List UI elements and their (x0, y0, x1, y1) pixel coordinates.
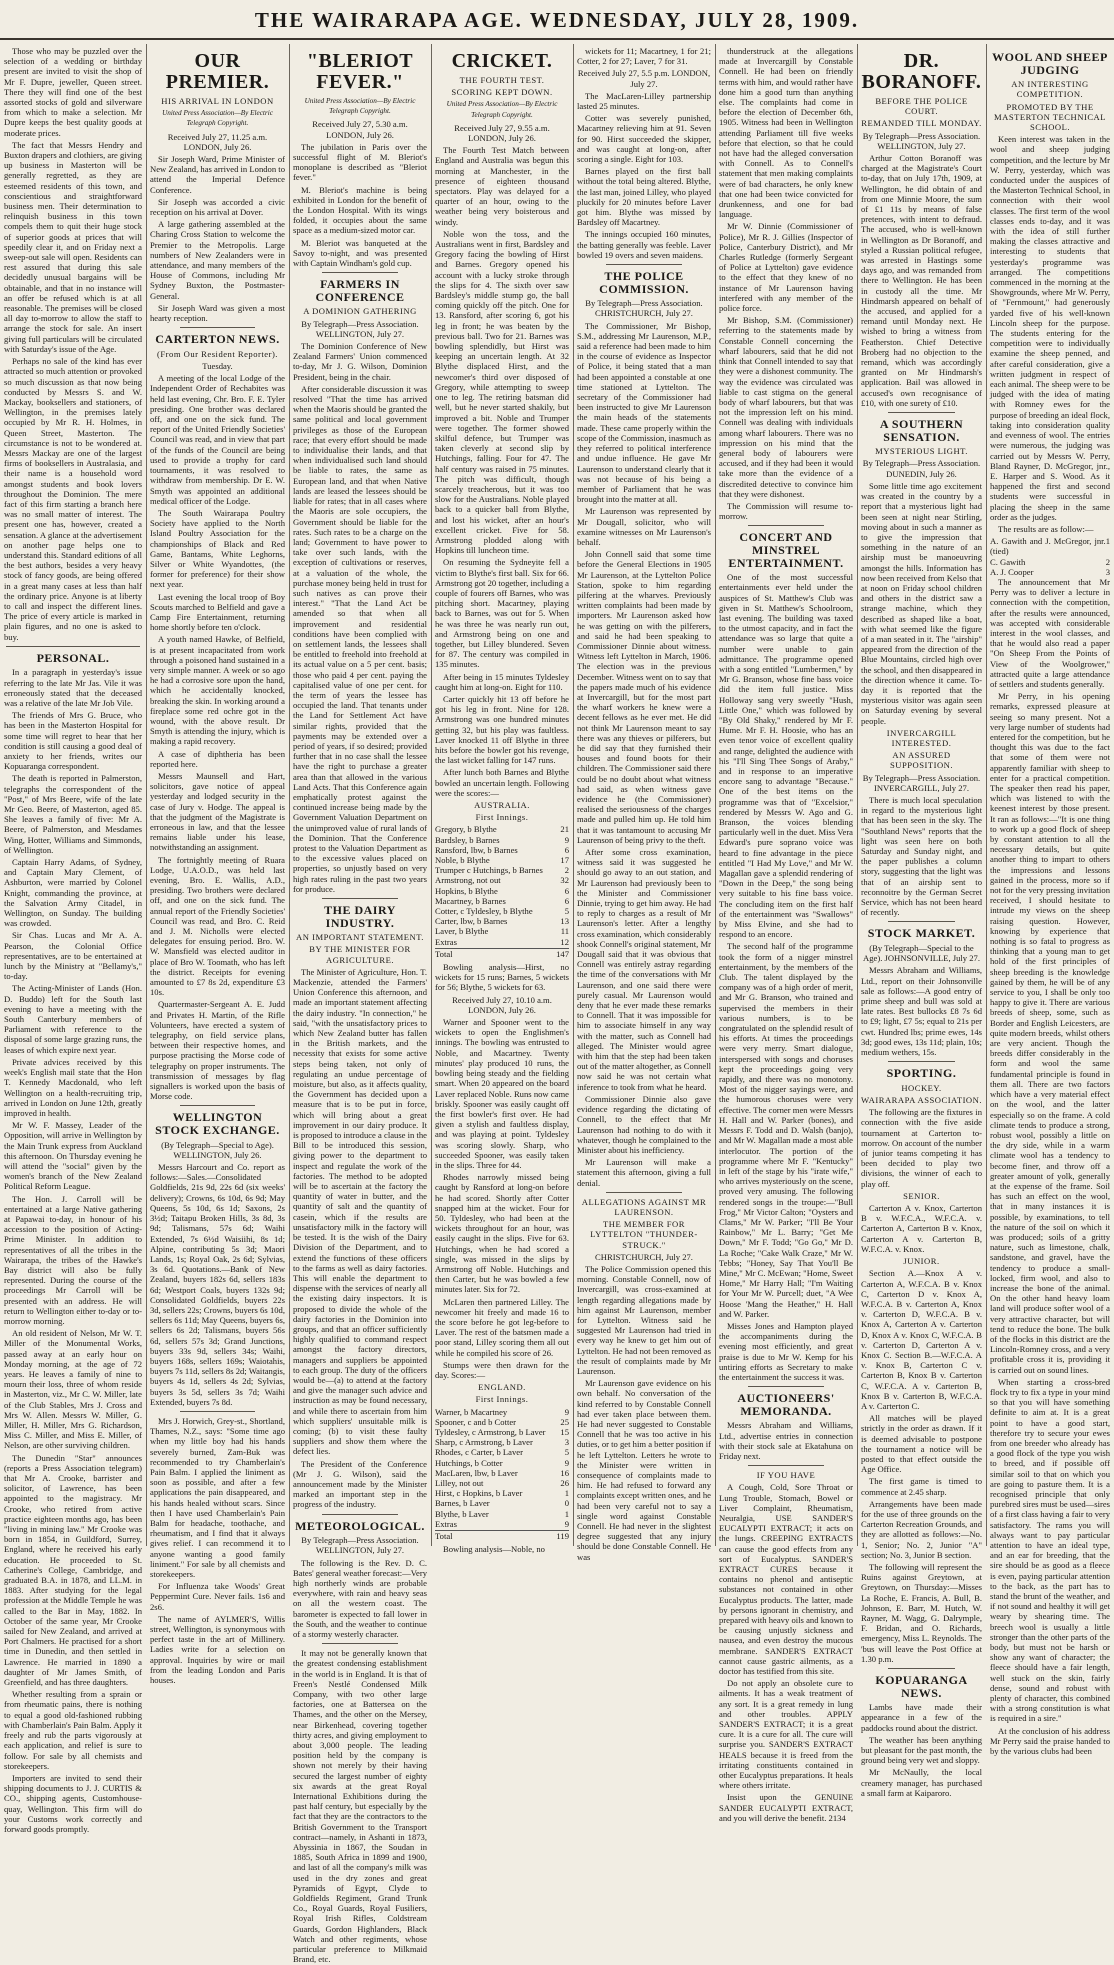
advert-paragraph: Insist upon the GENUINE SANDER EUCALYPTI EXTRACT, and you will derive the benefit. 2134 (719, 1792, 853, 1823)
news-paragraph: M. Bleriot's machine is being exhibited in London for the benefit of the London Hospital. With its wings folded, it occupies about the same space as a medium-sized motor car. (293, 184, 427, 236)
score-value: 1 (1105, 536, 1110, 547)
article-headline: CRICKET. (451, 50, 553, 72)
dateline: (By Telegraph—Special to Age). WELLINGTON, July 26. (161, 1139, 274, 1160)
dateline: (By Telegraph—Special to the Age). JOHNSONVILLE, July 27. (863, 943, 980, 964)
news-paragraph: The death is reported in Palmerston, telegraphs the correspondent of the "Post," of Mrs Beere, wife of the late Mr Geo. Beere, of Masterton, aged 85. She leaves a family of five: Mr A. Beere, of Palmerston, and Mesdames Wing, Hotter, Williams and Simmonds, of Wellington. (4, 773, 142, 855)
divider (888, 1668, 956, 1669)
score-row (435, 1427, 569, 1437)
news-paragraph: Rhodes narrowly missed being caught by Ransford at long-on before he had scored. Shortly after Cotter snapped him at the wicket. Four for 50. Tyldesley, who had been at the wickets throughout for an hour, was easily caught in the slips. Five for 63. Hutchings, when he had scored a single, was missed in the slips by Armstrong off Noble. Hutchings and then Carter, but he was bowled a few minutes later. Six for 72. (435, 1172, 569, 1295)
news-paragraph: Stumps were then drawn for the day. Scores:— (435, 1359, 569, 1380)
news-paragraph: A meeting of the local Lodge of the Independent Order of Rechabites was held last evening, Chr. Bro. F. E. Tyler presiding. One brother was declared off, and one on the sick fund. The report of the United Friendly Societies' Council was read, and in view that part of the funds of the Council are being used to provide a trophy for card tournaments, it was resolved to withdraw from membership. Dr E. W. Smyth was appointed an additional medical officer of the Lodge. (150, 373, 285, 506)
news-paragraph: Sir Chas. Lucas and Mr A. A. Pearson, the Colonial Office representatives, are to be entertained at lunch by the Ministry at "Bellamy's," to-day. (4, 930, 142, 982)
score-total-row (435, 1530, 569, 1541)
score-row (435, 1509, 569, 1519)
news-paragraph: All matches will be played strictly in the order as drawn. If it is deemed advisable to postpone the tournament a notice will be posted to that effect outside the Age Office. (861, 1413, 982, 1475)
news-paragraph: Misses Jones and Hampton played the accompaniments during the evening most efficiently, and great praise is due to Mr W. Kemp for his untiring efforts as Secretary to make the entertainment the success it was. (719, 1320, 853, 1382)
news-paragraph: The fact that Messrs Hendry and Buxton drapers and clothiers, are giving up business in Masterton will be generally regretted, as they are esteemed residents of this town, and conscientious and straightforward business men. Their determination to relinquish business in this town compels them to quit their huge stock of superior goods at prices that will speedily clear it, and on Friday next a sweep-out sale will open. Residents can rest assured that during this sale decidedly unusual bargains will be obtainable, and that in no instance will an offer be refused which is at all reasonable. The premises will be closed all day to-morrow to allow the staff to arrange the stock for sale. An insert giving full particulars will be circulated with Saturday's issue of the Age. (4, 139, 142, 354)
news-paragraph: The President of the Conference (Mr J. G. Wilson), said the announcement made by the Minister marked an important step in the progress of the industry. (293, 1458, 427, 1510)
article-headline: AUCTIONEERS' MEMORANDA. (737, 1391, 835, 1418)
score-value: 2 (564, 865, 569, 876)
score-entry: MacLaren, lbw, b Laver (435, 1467, 518, 1478)
news-paragraph: Mr Laurenson will make a statement this afternoon, giving a full denial. (577, 1157, 711, 1188)
score-row (990, 567, 1110, 577)
news-paragraph: When starting a cross-bred flock try to fix a type in your mind so that you will have something definite to aim at. It is a great point to have a good start, therefore try to secure your ewes from one breeder who already has a good flock of the type you wish to breed, and if possible off similar soil to that on which you are going to pasture them. It is a recognised principle that only purebred sires must be used—sires of a first class having a fair to very satisfactory. The rams you will always want to pay particular attention to have an ideal type, and an ear for breeding, that the sire should be as good as a fleece is even, paying particular attention to the back, as the part has to stand the brunt of the weather, and if not sound and healthy it will get weary by shearing time. The breech wool is usually a little stronger than the other parts of the body, but must not be harsh or show any want of character; the fleece should have a fair length, well stuck on the skin, fairly dense, sound and robust with plenty of character, this combined with a strong constitution is what is required in a sire." (990, 1376, 1110, 1724)
news-paragraph: Private advices received by this week's English mail state that the Hon T. Kennedy Macdonald, who left Wellington on a health-recruiting trip, arrived in London on June 12th, greatly improved in health. (4, 1056, 142, 1118)
divider (180, 327, 256, 328)
news-paragraph: Messrs Harcourt and Co. report as follows:—Sales.—Consolidated Goldfields, 21s 9d, 22s 6d (six weeks' delivery); Crowns, 6s 10d, 6s 9d; May Queens, 5s 10d, 6s 1d; Saxons, 2s 3½d; Taitapu Broken Hills, 3s 8d, 3s 9d; Talismans, 57s 6d; Waihi Extended, 7s 6½d Waisiihi, 8s 1d; Alpine, contributing 5s 3d; Maori Lands, 1s; Royal Oak, 2s 6d; Sylvias, 3s 6d. Quotations.—Bank of New Zealand, buyers 182s 6d, sellers 183s 6d; Westport Coals, buyers 132s 9d; Consolidated Goldfields, buyers 22s 3d, sellers 22s; Crowns, buyers 6s 10d, sellers 6s 11d; May Queens, buyers 6s, sellers 6s 2d; Talismans, buyers 56s 6d, sellers 57s 3d; Grand Junctions, buyers 33s 9d, sellers 34s; Waihi, buyers 168s, sellers 169s; Waiotahis, buyers 7s 11d, sellers 8s 2d; Waitangis, buyers 4s 1d, sellers 4s 2d; Sylvias, buyers 3s 5d, sellers 3s 7d; Waihi Extended, buyers 7s 8d. (150, 1162, 285, 1407)
news-paragraph: wickets for 11; Macartney, 1 for 21; Cotter, 2 for 27; Laver, 7 for 31. (577, 46, 711, 67)
news-paragraph: The weather has been anything but pleasant for the past month, the ground being very wet and sloppy. (861, 1734, 983, 1766)
score-entry: Hirst, c Hopkins, b Laver (435, 1488, 523, 1499)
column-rule (857, 44, 858, 1546)
article-subheadline: AN ASSURED SUPPOSITION. (889, 750, 954, 771)
news-paragraph: John Connell said that some time before the General Elections in 1905 Mr Laurenson, at the Lyttelton Police Station, spoke to him regarding pilfering at the wharves. Previously written complaints had been made by importers. Mr Laurenson asked how he was getting on with the pilferers, and said he had been speaking to Commissioner Dinnie about witness. Witness left Lyttelton in March, 1906. The election was in the previous December. Witness went on to say that the papers made much of his evidence at Invercargill, but for the most part the wharf workers he knew were a decent fellows as he ever met. He did not think Mr Laurenson meant to say there was any thieves or pilferers, but he did say that they furnished their houses and found boots for their children. The Commissioner said there could be no doubt about what witness had said, as when witness gave evidence he (the Commissioner) realised the seriousness of the charges made and pulled him up. He told him that it was tantamount to accusing Mr Laurenson of being privy to the theft. (577, 549, 711, 845)
fixture-division: JUNIOR. (903, 1256, 940, 1267)
divider (888, 412, 956, 413)
score-entry: Sharp, c Armstrong, b Laver (435, 1437, 533, 1448)
divider (748, 525, 823, 526)
score-value: 1 (564, 1508, 569, 1519)
news-paragraph: The Fourth Test Match between England and Australia was begun this morning at Manchester, in the presence of eighteen thousand spectators. Play was delayed for a quarter of an hour, owing to the weather being very boisterous and windy. (435, 145, 569, 227)
news-paragraph: After considerable discussion it was resolved "That the time has arrived when the Maoris should be granted the same political and local government privileges as those of the European race; that every effort should be made to individualise their lands, and that when individualised such land should be liable to rates, the same as European land, and that when Native lands are leased the lessees should be liable for rates; that in all cases where the Maoris are sole occupiers, the Government should be liable for the rates. Such rates to be a charge on the land; Government to have power to take over such lands, with the exception of cultivations or reserves, at a valuation of the whole, the purchase money being held in trust for such natives as can prove their interest." "That the Land Act be amended so that when all improvement and residential conditions have been complied with on settlement lands, the lessees shall be entitled to freehold into freehold at its actual value on a 5 per cent. basis; those who paid 4 per cent. paying the capitalised value of one per cent. for the term of years the lessee has occupied the land. That tenants under the Land for Settlement Act have similar rights, provided that the payments may be extended over a period of years, if so desired; provided further that in no case shall the lessee have the right to purchase a greater area than that allowed in the various Land Acts. That this Conference again emphatically protest against the continued increase being made by the Government Valuation Department on the unimproved value of rural lands of the Dominion. That the Conference protest to the Valuation Department as to the excessive values placed on properties, so unjustly based on very high rates ruling in the past two years for produce. (293, 383, 427, 894)
score-total-label: Total (435, 1531, 453, 1542)
fixture-division: SENIOR. (903, 1190, 940, 1201)
score-entry: Bardsley, b Barnes (435, 834, 500, 845)
score-row (435, 835, 569, 845)
score-total-row (435, 948, 569, 959)
news-paragraph: The jubilation in Paris over the successful flight of M. Bleriot's monoplane is described as "Bleriot fever." (293, 141, 427, 183)
masthead-title: THE WAIRARAPA AGE. WEDNESDAY, JULY 28, 1909. (254, 8, 860, 32)
dateline: Received July 27, 5.30 a.m. LONDON, July 26. (312, 119, 408, 140)
news-paragraph: The following is the Rev. D. C. Bates' general weather forecast:—Very high northerly winds are probable everywhere, with rain and heavy seas on all the western coast. The barometer is expected to fall lower in the South, and the weather to continue of a stormy westerly character. (293, 1557, 427, 1639)
score-row (435, 875, 569, 885)
score-value: 5 (564, 906, 569, 917)
article-headline: THE POLICE COMMISSION. (599, 269, 689, 296)
news-paragraph: At the conclusion of his address Mr Perry said the praise handed to by the various clubs had been (990, 1725, 1110, 1757)
column-2 (150, 46, 285, 1686)
score-value: 26 (560, 1478, 569, 1489)
score-value: 9 (564, 1518, 569, 1529)
news-paragraph: The following will represent the Ruins against Greytown, at Greytown, on Thursday:—Misses La Roche, E. Francis, A. Bull, B. Johnson, E. Barr, M. Hutch, W. Rayner, M. Wagg, G. Dalrymple, F. Bridan, and O. Richards, emergency, Miss L. Reynolds. The 'bus will leave the Post Office at 1.30 p.m. (861, 1561, 982, 1664)
score-value: 1 (564, 1488, 569, 1499)
news-paragraph: Keen interest was taken in the wool and sheep judging competition, and the lecture by Mr W. Perry, yesterday, which was conducted under the auspices of the Masterton Technical School, in connection with their wool classes. The first term of the wool classes ends to-day, and it was with the idea of still further making the classes attractive and interesting to students that yesterday's programme was arranged. The competitions commenced in the morning at the Showgrounds, where Mr W. Perry, of "Fernmount," had generously yarded five of his well-known Lincoln sheep for the purpose. The students entering for the competition were to individually examine the sheep penned, and after careful consideration, give a written judgment in respect of each animal. The sheep were to be judged with the idea of mating with Romney ewes for the purpose of breeding an ideal flock, taking into consideration quality and evenness of wool. The entries were numerous, the judging was carried out by Messrs W. Perry, Bland Rayner, D. McGregor, jnr., E. Harper and S. Wood. As it happened the first and second students were successful in placing the sheep in the same order as the judges. (990, 134, 1110, 522)
news-paragraph: Arrangements have been made for the use of three grounds on the Carterton Recreation Grounds, and they are allotted as follows:—No. 1, Senior; No. 2, Junior "A" section; No. 3, Junior B section. (861, 1498, 982, 1560)
divider (322, 272, 397, 273)
news-paragraph: There is much local speculation in regard to the mysterious light that has been seen in the sky. The "Southland News" reports that the light was seen here on both Saturday and Sunday night, and the paper publishes a column story, suggesting that the light was that of an airship sent to reconnoitre by the German Secret Service, which has not been heard of recently. (861, 794, 982, 918)
news-paragraph: Carterton A v. Knox, Carterton B v. W.F.C.A., W.F.C.A. v. Carterton A, Carterton B v. Knox, Carterton A v. Carterton B, W.F.C.A. v. Knox. (861, 1203, 982, 1254)
score-value: 6 (564, 895, 569, 906)
score-value: 9 (564, 1406, 569, 1417)
news-paragraph: After some cross examination, witness said it was suggested he should go away to an out station, and Mr Laurenson had previously been to the Minister and Commissioner Dinnie, trying to get him away. He had to reply to charges as a result of Mr Laurenson's letter. After a lengthy cross examination, which considerably shook Connell's original statement, Mr Dougall said that it was obvious that Connell was entirely astray regarding the time of the conversations with Mr Laurenson, and one said there were purely casual. Mr Laurenson would deny that he ever made these remarks to Connell. That it was impossible for him to associate himself in any way with the matter, such as Connell had alleged. The Minister would agree with him that the step had been taken out of the matter altogether, as Connell now said he was not certain what inference to took from what he heard. (577, 847, 712, 1092)
news-paragraph: The Police Commission opened this morning. Constable Connell, now of Invercargill, was cross-examined at length regarding allegations made by him against Mr Laurenson, member for Lyttelton. Witness said he suggested Mr Laurenson had tried in every way he knew to get him out of Lyttelton. He had not been removed as the result of complaints made by Mr Laurenson. (577, 1263, 711, 1376)
article-subheadline: REMANDED TILL MONDAY. (861, 118, 982, 129)
advert-paragraph: Do not apply an obsolete cure to ailments. It has a weak treatment of any sort. It is a great remedy in lung and other troubles. APPLY SANDER'S EXTRACT; it is a great cure. It is a cure for all. The cure will surprise you. SANDER'S EXTRACT HEALS because it is freed from the irritating constituents contained in other Eucalyptus preparations. It heals where others irritate. (719, 1678, 853, 1791)
score-value: 11 (560, 926, 569, 937)
article-headline: WELLINGTON STOCK EXCHANGE. (155, 1110, 280, 1138)
news-paragraph: The Commission will resume to-morrow. (719, 500, 853, 522)
score-row (435, 845, 569, 855)
news-paragraph: thunderstruck at the allegations made at Invercargill by Constable Connell. He had been on friendly terms with him, and would rather have done him a good turn than anything else. The complaints had come in before the election of December 6th, 1905. Witness had been in Wellington attending Parliament till five weeks before that election, so that he could not have had the alleged conversation with Connell. As to Connell's statement that men making complaints were of bad characters, he only knew that one had been twice convicted for drunkenness, and one for bad language. (719, 46, 853, 220)
score-entry: Carter, lbw, b Barnes (435, 916, 508, 927)
score-entry: Rhodes, c Carter, b Laver (435, 1447, 523, 1458)
score-entry: Barnes, b Laver (435, 1498, 490, 1509)
divider (888, 1061, 956, 1062)
score-value: 9 (564, 834, 569, 845)
article-subheadline: BY THE MINISTER FOR AGRICULTURE. (309, 944, 411, 965)
news-paragraph: Sir Joseph was accorded a civic reception on his arrival at Dover. (150, 196, 285, 218)
score-row (990, 557, 1110, 567)
score-row (435, 1478, 569, 1488)
score-row (435, 855, 569, 865)
column-rule (986, 44, 987, 1546)
column-1 (4, 46, 142, 1834)
article-headline: OUR PREMIER. (165, 50, 270, 93)
news-paragraph: The Commissioner, Mr Bishop, S.M., addressing Mr Laurenson, M.P., said a reference had been made to him in the course of evidence as Inspector of Police, it being stated that a man had been appointed a constable at one time stationed at Lyttelton. The secretary of the Commissioner had been instructed to give Mr Laurenson the main heads of the statements made. These came properly within the scope of the Commission, inasmuch as they referred to political interference and undue influence. He gave Mr Laurenson to understand clearly that it was not because of his being a member of Parliament that he was brought into the matter at all. (577, 320, 711, 505)
score-row (435, 1417, 569, 1427)
score-row (435, 916, 569, 926)
score-value: 5 (564, 1447, 569, 1458)
section-headline: PERSONAL. (36, 650, 110, 665)
article-subheadline: BEFORE THE POLICE COURT. (875, 96, 968, 117)
news-paragraph: In a paragraph in yesterday's issue referring to the late Mr Jas. Vile it was erroneously stated that the deceased was a relative of the late Mr Job Vile. (4, 667, 142, 708)
advert-paragraph: It may not be generally known that the greatest condensing establishment in the world is in England. It is that of Freen's Nestlé Condensed Milk Company, with two other large factories, one at Battersea on the Thames, and the other on the Mersey, near Birkenhead, covering together thirty acres, and giving employment to about 3,000 people. The leading position held by the company is shown not merely by their having secured the largest number of eighty six awards at the great Royal International Exhibitions during the past half century, but especially by the fact that they are the contractors to the British Government to the Transport contract—namely, in Ashanti in 1873, Abyssinia in 1867, the Soudan in 1885, South Africa in 1899 and 1900, and last of all the company's milk was used in the dry zones and great Pyramids of Egypt, Clyde to Goldfields Regiment, Grand Trunk Co., Royal Guards, Royal Fusiliers, Royal Irish Rifles, Coldstream Guards, Gordon Highlanders, Black Watch and other regiments, whose particular preference to Milkmaid Brand, etc. (293, 1648, 427, 1965)
divider (322, 1643, 397, 1644)
column-rule (573, 44, 574, 1546)
news-paragraph: Carter quickly hit 13 off before he got his leg in front. Nine for 128. Armstrong was one hundred minutes getting 32, but his play was faultless. Laver knocked 11 off Blythe in three hits before the bowler got his revenge, the last wicket falling for 147 runs. (435, 693, 569, 766)
article-subheadline: AN INTERESTING COMPETITION. (1011, 79, 1089, 100)
news-paragraph: The results are as follow:— (998, 523, 1094, 534)
news-paragraph: Mr W. Dinnie (Commissioner of Police), Mr R. J. Gillies (Inspector of Police, Canterbury District), and Mr Charles Rutledge (formerly Sergeant of Police at Lyttelton) gave evidence to the effect that they knew of no instance of Mr Laurenson having interfered with any member of the police force. (719, 221, 853, 314)
score-value: 6 (564, 885, 569, 896)
news-paragraph: The Dunedin "Star" announces (reports a Press Association telegram) that Mr A. Crooke, barrister and solicitor, of Lawrence, has been appointed to the magistracy. Mr Crooke, who retired from active practice eighteen months ago, has been "living in mining law." Mr Crooke was born in 1854, in Guildford, Surrey, England, where he received his early education. He proceeded to St. Catherine's College, Cambridge, and graduated B.A. in 1878, and LL.M. in 1883. After studying for the legal profession at the Middle Temple he was called to the Bar in May, 1882. In October of the same year, Mr Crooke sailed for New Zealand, and arrived at Port Chalmers. He practised for a short time in Dunedin, and then settled in Lawrence. He married in 1890 a daughter of Mr James Smith, of Greenfield, and has three daughters. (4, 1452, 142, 1688)
article-headline: KOPUARANGA NEWS. (875, 1673, 968, 1700)
score-row (435, 906, 569, 916)
advert-paragraph: Mrs J. Horwich, Grey-st., Shortland, Thames, N.Z., says: "Some time ago when my little boy had his hands severely burned, Zam-Buk was recommended to try Chamberlain's Pain Balm. I applied the liniment as soon as possible, and after a few applications the pain disappeared, and his hands healed without scars. Since then I have used Chamberlain's Pain Balm for headache, toothache, and rheumatism, and I find that it always gives relief. I can recommend it to anyone wanting a good family liniment." For sale by all chemists and storekeepers. (150, 1415, 285, 1579)
news-paragraph: A large gathering assembled at the Charing Cross Station to welcome the Premier to the Metropolis. Large numbers of New Zealanders were in attendance, and many members of the House of Commons, including Mr Sydney Buxton, the Postmaster-General. (150, 219, 285, 301)
article-headline: CARTERTON NEWS. (155, 332, 280, 347)
news-paragraph: Last evening the local troop of Boy Scouts marched to Belfield and gave a Camp Fire Entertainment, returning home shortly before ten o'clock. (150, 591, 285, 633)
score-entry: Noble, b Blythe (435, 855, 490, 866)
score-value: 13 (560, 916, 569, 927)
score-entry: Extras (435, 1518, 457, 1529)
news-paragraph: The second half of the programme took the form of a nigger minstrel entertainment, by the members of the Club. The talent displayed by the company was of a high order of merit, and Mr G. Branson, who trained and supervised the members in their various numbers, is to be congratulated on the splendid result of his efforts. At times the proceedings were very merry. Smart dialogue, interspersed with songs and choruses kept the proceedings going very rapidly, and there was no monotony. Most of the nigger sayings were, and the humorous choruses were very effective. The corner men were Messrs H. Hall and W. Parker (bones), and Messrs F. Todd and D. Walsh (banjo), and Mr W. Magallan made a most able interlocutor. The portion of the programme where Mr F. "Kentucky" in left of the stage by his "irate wife," who arrives mysteriously on the scene, proved very amusing. The following rendered songs in the troupe:—"Bull Frog," Mr Victor Calton; "Oysters and Clams," Mr W. Parker; "I'll Be Your Rainbow," Mr L. Barry; "Get Me Down," Mr F. Todd; "Go Go," Mr D. La Roche; "Cake Walk Craze," Mr W. Tebbs; "Honey, Say That You'll Be Mine," Mr C. McEwan; "Home, Sweet Home," Mr Harry Hall; "I'm Waiting for Your Mr W. Purcell; duet, "A Wee Hoose 'Mang the Heather," H. Hall and W. Parker. (719, 941, 853, 1319)
score-entry: Spooner, c and b Cotter (435, 1416, 517, 1427)
score-row (435, 1447, 569, 1457)
score-entry: Warner, b Macartney (435, 1406, 508, 1417)
news-paragraph: Mr Laurenson gave evidence on his own behalf. No conversation of the kind referred to by Constable Connell had ever taken place between them. He had never suggested to Constable Connell that he was too active in his duties, or to get him a better position if he left Lyttelton. Letters he wrote to the Minister were written in consequence of complaints made to him. He had refused to forward any complaints except written ones, and he had been very careful not to say a single word against Constable Connell. He had never in the slightest degree suggested that any injury should be done Constable Connell. He was (577, 1378, 711, 1562)
news-paragraph: A case of diphtheria has been reported here. (150, 748, 285, 769)
score-row (435, 824, 569, 834)
news-paragraph: Messrs Abraham and Williams, Ltd., advertise entries in connection with their stock sale at Ekatahuna on Friday next. (719, 1420, 853, 1461)
dateline: Received July 27, 5.5 p.m. LONDON, July 27. (577, 68, 711, 89)
news-paragraph: Mr McNaully, the local creamery manager, has purchased a small farm at Kaiparoro. (861, 1767, 982, 1798)
column-rule (431, 44, 432, 1546)
score-entry: Extras (435, 936, 457, 947)
news-paragraph: Mr Bishop, S.M. (Commissioner) referring to the statements made by Constable Connell concerning the wharf labourers, said that he did not think that Connell intended to say that they were a dishonest community. The way the evidence was circulated was liable to cast stigma on the general body of wharf labourers, but that was not the impression left on his mind. Connell was dealing with individuals among wharf labourers. There was no impression on his mind that the general body of labourers were accused, and if they had been it would take more than the evidence of a discredited detective to convince him that they were dishonest. (719, 315, 853, 499)
dateline: Received July 27, 9.55 a.m. LONDON, July 26. (454, 122, 550, 144)
score-value: 2 (1105, 556, 1110, 567)
score-entry: Tyldesley, c Armstrong, b Laver (435, 1427, 546, 1437)
score-entry: Cotter, c Tyldesley, b Blythe (435, 906, 533, 917)
dateline: Received July 27, 11.25 a.m. LONDON, July 26. (167, 131, 268, 152)
news-paragraph: Commissioner Dinnie also gave evidence regarding the dictating of Connell, to the effect that Mr Laurenson had nothing to do with it whatever, though he complained to the Minister about his inefficiency. (577, 1093, 711, 1155)
news-paragraph: The Hon. J. Carroll will be entertained at a large Native gathering at Papawai to-day, in honour of his accession to the position of Acting-Prime Minister. In addition to representatives of all the tribes in the Wairarapa, the tribes of the Hawke's Bay district will also be fully represented. During the course of the proceedings Mr Carroll will be presented with an address. He will return to Wellington either to-day or to-morrow morning. (4, 1193, 142, 1326)
news-paragraph: Sir Joseph Ward, Prime Minister of New Zealand, has arrived in London to attend the Imperial Defence Conference. (150, 154, 285, 195)
score-value: 17 (560, 855, 569, 866)
news-paragraph: After being in 15 minutes Tyldesley caught him at long-on. Eight for 110. (435, 671, 569, 692)
advert-paragraph: A Cough, Cold, Sore Throat or Lung Trouble, Stomach, Bowel or Liver Complaint, Rheumatism, Neuralgia, USE SANDER'S EUCALYPTI EXTRACT; it acts on the lungs. CREEPING EXTRACTS can cause the good effects from any sort of Eucalyptus. SANDER'S EXTRACT CURES because it contains no phenol and antiseptic substances not contained in other Eucalyptus products. The latter, made by persons ignorant in chemistry, and prepared with heavy oils and known to be causing unjustly sickness and nausea, and even destroy the mucous membrane. SANDER'S EXTRACT cannot cause gastric ailments, as a doctor has testified from this site. (719, 1482, 853, 1677)
article-headline: SPORTING. (886, 1066, 957, 1081)
article-headline: "BLERIOT FEVER." (306, 50, 414, 93)
news-paragraph: The Acting-Minister of Lands (Hon. D. Buddo) left for the South last evening to have a meeting with the South Canterbury members of Parliament with reference to the disposal of some large grazing runs, the leases of which expire next year. (4, 983, 142, 1055)
advert-paragraph: The name of AYLMER'S, Willis street, Wellington, is synonymous with perfect taste in the art of Millinery. Ladies write for a selection on approval. Inquiries by wire or mail from the leading London and Paris houses. (150, 1613, 285, 1686)
news-paragraph: Bowling analysis—Noble, no (443, 1544, 545, 1555)
score-entry: Lilley, not out (435, 1478, 484, 1489)
score-row (435, 937, 569, 947)
article-subheadline: HIS ARRIVAL IN LONDON (161, 96, 274, 106)
news-paragraph: The MacLaren-Lilley partnership lasted 25 minutes. (577, 90, 711, 112)
news-paragraph: Lambs have made their appearance in a few of the paddocks round about the district. (861, 1702, 982, 1733)
news-paragraph: After lunch both Barnes and Blythe bowled an uncertain length. Following were the scores:— (435, 767, 569, 798)
article-subheadline: MYSTERIOUS LIGHT. (875, 446, 968, 457)
score-total-value: 147 (556, 948, 569, 959)
wire-credit: United Press Association—By Electric Telegraph Copyright. (446, 100, 558, 119)
score-entry: Blythe, b Laver (435, 1508, 489, 1519)
divider (748, 1386, 823, 1387)
article-subheadline: WAIRARAPA ASSOCIATION. (861, 1095, 982, 1106)
column-7 (861, 46, 983, 1798)
divider (606, 264, 681, 265)
score-value: 6 (564, 844, 569, 855)
score-row (435, 1498, 569, 1508)
score-row (435, 1468, 569, 1478)
column-3 (293, 46, 427, 1965)
dateline: CHRISTCHURCH, July 27. (595, 1251, 693, 1262)
scorecard-team: ENGLAND. (478, 1382, 526, 1393)
news-paragraph: The announcement that Mr Perry was to deliver a lecture in connection with the competition, after the results were announced, was accepted with considerable interest in the wool classes, and that he would also read a paper "On Sheep From the Points of View of the Woolgrower," attracted quite a large attendance of settlers and students generally. (990, 576, 1110, 689)
dateline: Received July 27, 10.10 a.m. LONDON, July 26. (452, 994, 552, 1015)
score-row (435, 896, 569, 906)
article-headline: WOOL AND SHEEP JUDGING (992, 50, 1108, 77)
divider (888, 921, 956, 922)
article-headline: CONCERT AND MINSTREL ENTERTAINMENT. (728, 530, 844, 570)
news-paragraph: Captain Harry Adams, of Sydney, and Captain Mary Clement, of Ashburton, were married by Colonel Knight, commanding the province, at the Salvation Army Citadel, in Wellington, on Sunday. The building was crowded. (4, 857, 142, 929)
news-paragraph: An old resident of Nelson, Mr W. T. Miller of the Monumental Works, passed away at an early hour on Monday morning, at the age of 72 years. He leaves a family of nine to mourn their loss, three of whom reside in Masterton, viz., Mr C. W. Miller, late of the Club Stables, Mrs J. Cross and Mrs W. Allen. Messrs W. Miller, G. Miller, H. Miller, Mrs G. Richardson, Miss C. Miller, and Miss E. Miller, of Nelson, are other surviving children. (4, 1328, 142, 1451)
news-paragraph: Mr Perry, in his opening remarks, expressed pleasure at seeing so many present. Not a very large number of students had entered for the competition, but he thought this was due to the fact that some of them were not apparently familiar with sheep to enter for a practical competition. The speaker then read his paper, which was listened to with the keenest interest by those present. It ran as follows:—"It is one thing to work up a good flock of sheep by constant attention to all the necessary details, but quite another thing to impart to others the impressions and lessons gained in the process, more so if not for the very pressing invitation received, I should hesitate to intrude my views on the sheep raising question. However, knowing by experience that nothing is so fatal to progress as thinking that a young man to get hold of the first principles of sheep breeding is the knowledge gained by them, he will be of any service to you, I shall be only too happy to give it. There are various breeds of sheep, some, such as Border and English Leicesters, are quite modern breeds, whilst others are very ancient. Though the breeds differ considerably in the form and wool the same fundamental principle is found in them all. There are two factors which have a very material effect on the wool, and the latter especially so on the frame. A cold climate tends to produce a strong, robust wool, possibly a little on the dry side, while in a warm climate wool has a tendency to become finer, and throw off a greater amount of yolk, generally at the expense of the frame. Soil has such an effect on the wool, that in many instances it is possible, by examinations, to tell the nature of the soil on which it was produced; soils of a gritty nature, such as limestone, chalk, sandstone, and gravel, have the tendency to produce a small-locked, firm wool, and also to increase the bone of the animal. On the other hand heavy loam land will produce softer wool of a very attractive character, but will tend to reduce the bone. The bulk of the flocks in this district are the Lincoln-Romney cross, and a very profitable cross it is, providing it is carried out on sound lines. (990, 691, 1110, 1375)
score-entry: C. Gawith (990, 556, 1026, 567)
article-headline: METEOROLOGICAL. (295, 1518, 425, 1533)
score-entry: Hopkins, b Blythe (435, 885, 498, 896)
news-paragraph: The friends of Mrs G. Bruce, who has been in the Masterton Hospital for some time will regret to hear that her condition is still causing a good deal of anxiety to her friends, writes our Kopuaranga correspondent. (4, 710, 142, 772)
divider (6, 646, 140, 647)
article-headline: STOCK MARKET. (867, 926, 976, 941)
score-row (990, 536, 1110, 556)
divider (180, 1411, 256, 1412)
dateline: By Telegraph—Press Association. WELLINGTON, July 27. (301, 1535, 419, 1556)
score-entry: Gregory, b Blythe (435, 824, 497, 835)
article-subheadline: THE FOURTH TEST. (459, 75, 545, 85)
score-value: 12 (560, 936, 569, 947)
divider (748, 1465, 823, 1466)
news-paragraph: The Dominion Conference of New Zealand Farmers' Union commenced to-day, Mr J. G. Wilson, Dominion President, being in the chair. (293, 341, 427, 382)
news-paragraph: The South Wairarapa Poultry Society have applied to the North Island Poultry Association for the championships of Black and Red Game, Bantams, White Leghorns, Silver or White Wyandottes, (the former for preference) for their show next year. (150, 507, 285, 590)
score-entry: A. Gawith and J. McGregor, jnr. (tied) (990, 536, 1106, 557)
score-row (435, 926, 569, 936)
news-paragraph: Warner and Spooner went to the wickets to open the Englishmen's innings. The bowling was entrusted to Noble, and Macartney. Twenty minutes' play produced 10 runs, the bowling being steady and the fielding smart. When 20 appeared on the board Laver replaced Noble. Runs now came briskly. Spooner was easily caught off the first bowler's first over. He had given a stylish and faultless display, and was playing at point. Tyldesley was scoring slowly. Sharp, who succeeded Spooner, was easily taken in the slips. Three for 44. (435, 1017, 569, 1170)
dateline: By Telegraph—Press Association. DUNEDIN, July 26. (862, 458, 981, 479)
news-paragraph: Bowling analysis—Hirst, no wickets for 15 runs; Barnes, 5 wickets for 56; Blythe, 5 wickets for 63. (435, 962, 569, 993)
score-row (435, 1437, 569, 1447)
dateline: By Telegraph—Press Association. WELLINGTON, July 27. (862, 130, 981, 151)
news-paragraph: One of the most successful entertainments ever held under the auspices of St. Matthew's Club was given in St. Matthew's Schoolroom, last evening. The building was taxed to the utmost capacity, and in fact the attendance was so large that quite a number were unable to gain admittance. The programme opened with a song entitled "Lumbermen," by Mr G. Branson, whose fine bass voice did the item full justice. Miss Holloway sang very sweetly "Hush, Little One," which was followed by "By Old Shaky," rendered by Mr F. Hume. Mr F. H. Hoosie, who has an even tenor voice of excellent quality and range, delighted the audience with his "I'll Sing Thee Songs of Araby," and in response to an imperative encore sang to advantage "Because." One of the best items on the programme was that of "Excelsior," rendered by Messrs W. Ago and G. Branson, the voices blending particularly well in the duet. Miss Vera Edward's pure soprano voice was heard to fine advantage in the piece entitled "I Had My Love," and Mr W. Magallan gave a splendid rendering of "Down in the Deep," the song being very suitable to his fine bass voice. The concluding item on the first half of the entertainment was "Swallows" by Miss Elvine, and she had to respond to an encore. (719, 572, 853, 940)
news-paragraph: Noble won the toss, and the Australians went in first, Bardsley and Gregory facing the bowling of Hirst and Barnes. Gregory opened his account with a lucky stroke through the slips for 4. The sixth over saw Bardsley's middle stump go, the ball coming quickly off the pitch. One for 13. Ransford, after scoring 6, got his leg in front; he was beaten by the previous ball. Two for 21. Barnes was bowling splendidly, but Hirst was keeping an uncertain length. At 32 Blythe displaced Hirst, and the newcomer's third over disposed of Gregory, while attempting to sweep one to leg. The retiring batsman did well, but he never started shakily, but improved a bit. Noble and Trumper were together. The former showed skilful defence, but Trumper was taken cleverly at second slip by Hutchings, falling. Four for 47. The half century was raised in 75 minutes. The pitch was difficult, though scarcely treacherous, but it was too slow for the Australians. Noble played back to a quicker ball from Blythe, and lost his wicket, after an hour's excellent cricket. Five for 58. Armstrong plodded along with Hopkins till luncheon time. (435, 228, 569, 556)
column-6 (719, 46, 853, 1823)
scorecard-england (435, 1407, 569, 1542)
news-paragraph: Quartermaster-Sergeant A. E. Judd and Privates H. Martin, of the Rifle Volunteers, have erected a system of telegraphy, on field service plans, between their respective homes, and purpose practising the Morse code of telegraphy on proper instruments. The transmission of messages by flag signallers is worked upon the basis of Morse code. (150, 999, 285, 1102)
article-headline: DR. BORANOFF. (861, 50, 982, 93)
news-paragraph: Barnes played on the first ball without the total being altered. Blythe, the last man, joined Lilley, who played pluckily for 20 minutes before Laver got him. Blythe was missed by Bardsley off Macartney. (577, 166, 711, 228)
news-paragraph: Some little time ago excitement was created in the country by a report that a mysterious light had been seen at night near Stirling, moving about in such a manner as to give the impression that something in the nature of an airship must be manoeuvring amongst the hills. Information has now been received from Kelso that at noon on Friday school children and others in the district saw a strange machine, which they described as shaped like a boat, with what seemed like the figure of a man seated in it. The "airship" appeared from the direction of the Blue Mountains, circled high over the school, and then disappeared in the direction whence it came. To-day it is reported that the mysterious visitor was again seen on Saturday evening by several people. (861, 480, 982, 726)
article-subheadline: ALLEGATIONS AGAINST MR LAURENSON. (581, 1196, 707, 1217)
score-value: 15 (560, 1427, 569, 1437)
dateline: By Telegraph—Press Association. CHRISTCHURCH, July 27. (585, 298, 703, 319)
news-paragraph: Perhaps no sale of the kind has ever attracted so much attention or provoked so much discussion as that now being conducted by Messrs S. and W. Mackay, booksellers and stationers, of Wellington, in the premises lately occupied by Mr R. H. Holmes, in Queen Street, Masterton. The circumstance is not to be wondered at. Messrs Mackay are one of the largest firms of booksellers in Australasia, and their name is a household word amongst students and book lovers throughout the Dominion. The mere fact of this firm starting a branch here was no small matter of interest. The present one has, however, created a sensation. A glance at the advertisement on another page helps one to understand this. Standard editions of all the best authors, besides a very heavy stock of fancy goods, are being offered in a great many cases at less than half the ordinary price. Anyone is at liberty to call and inspect the different lines. The price of every article is marked in plain figures, and no one is asked to buy. (4, 356, 142, 642)
news-paragraph: Sir Joseph Ward was given a most hearty reception. (150, 302, 285, 324)
article-subheadline: HOCKEY. (901, 1082, 942, 1093)
scorecard-innings: First Innings. (475, 1394, 529, 1405)
advert-heading: IF YOU HAVE (756, 1470, 816, 1481)
advert-paragraph: For Influenza take Woods' Great Peppermint Cure. Never fails. 1s6 and 2s6. (150, 1581, 285, 1612)
divider (606, 1192, 681, 1193)
score-row (435, 1458, 569, 1468)
article-headline: A SOUTHERN SENSATION. (879, 417, 964, 444)
article-subheadline: SCORING KEPT DOWN. (451, 87, 553, 98)
divider (180, 1105, 256, 1106)
column-rule (715, 44, 716, 1546)
score-value: 0 (564, 1498, 569, 1509)
article-subheadline: PROMOTED BY THE MASTERTON TECHNICAL SCHOOL. (993, 101, 1107, 132)
score-row (435, 886, 569, 896)
column-rule (289, 44, 290, 1546)
dateline: Tuesday. (202, 361, 233, 372)
news-paragraph: Mr Laurenson was represented by Mr Dougall, solicitor, who will examine witnesses on Mr Laurenson's behalf. (577, 506, 711, 547)
news-paragraph: McLaren then partnered Lilley. The newcomer hit freely and made 16 to the score before he got leg-before to Laver. The rest of the batsmen made a poor stand, Lilley scoring them all out while he compiled his score of 26. (435, 1296, 569, 1358)
score-value: 9 (564, 1457, 569, 1468)
news-paragraph: Importers are invited to send their shipping documents to J. J. CURTIS & CO., shipping agents, Customhouse-quay, Wellington. This firm will do your Customs work correctly and forward goods promptly. (4, 1772, 142, 1834)
news-paragraph: Messrs Maunsell and Hart, solicitors, gave notice of appeal yesterday and lodged security in the case of Jury v. Hodge. The appeal is that the judgment of the Magistrate is erroneous in law, and that the lessee remains liable under his lease, notwithstanding an assignment. (150, 770, 285, 853)
score-entry: Macartney, b Barnes (435, 895, 506, 906)
article-subheadline: (From Our Resident Reporter). (157, 348, 278, 359)
score-value: 32 (560, 875, 569, 886)
dateline: By Telegraph—Press Association. WELLINGTON, July 27. (301, 318, 419, 339)
score-total-value: 119 (556, 1531, 569, 1542)
score-entry: Trumper c Hutchings, b Barnes (435, 865, 543, 876)
news-paragraph: The fortnightly meeting of Ruara Lodge, U.A.O.D., was held last evening, Bro. E. Wallis, A.D., presiding. Two brothers were declared off, and one on the sick fund. The annual report of the Friendly Societies' Council was read, and Bro. C. Reid and J. M. Nicholls were elected delegates for ensuing period. Bro. W. W. Mansfield was elected auditor in place of Bro W. Toomath, who has left the district. Receipts for evening amounted to £7 8s 2d, expenditure £3 10s. (150, 854, 285, 998)
article-headline: FARMERS IN CONFERENCE (315, 277, 405, 304)
score-value: 21 (560, 824, 569, 835)
score-value: 25 (560, 1416, 569, 1427)
news-paragraph: The innings occupied 160 minutes, the batting generally was feeble. Laver bowled 19 overs and seven maidens. (577, 229, 711, 260)
masthead (0, 0, 1114, 40)
score-entry: Hutchings, b Cotter (435, 1457, 503, 1468)
score-row (435, 865, 569, 875)
news-paragraph: The first game is timed to commence at 2.45 sharp. (861, 1476, 982, 1497)
column-rule (146, 44, 147, 1546)
score-row (435, 1407, 569, 1417)
news-paragraph: A youth named Hawke, of Belfield, is at present incapacitated from work through a poisoned hand sustained in a very simple manner. A week or so ago he had a corrosive sore upon the hand, which he accidentally knocked, breaking the skin. In working around a fireplace some red ochre got in the wound, with the above result. Dr Smyth is attending the injury, which is making a rapid recovery. (150, 634, 285, 747)
score-row (435, 1519, 569, 1529)
column-8 (990, 46, 1110, 1757)
news-paragraph: The following are the fixtures in connection with the five aside tournament at Carterton to-morrow. On account of the number of junior teams competing it has been decided to play two divisions, the winner of each to play off. (861, 1107, 982, 1189)
news-paragraph: Arthur Cotton Boranoff was charged at the Magistrate's Court to-day, that on July 17th, 1909, at Wellington, he did obtain of and from one Minnie Moore, the sum of £1 11s by means of false pretences, with intent to defraud. The accused, who is well-known in Wellington as Dr Boranoff, and styled a Russian political refugee, was arrested in Hastings some days ago, and was remanded from there to Wellington. He has been in custody all the time. Mr Hindmarsh appeared on behalf of the accused, and applied for a remand until Monday next. He wished to bring a witness from Featherston. Chief Detective Broberg had no objection to the remand, which was accordingly granted on Mr Hindmarsh's application. Bail was allowed in accused's own recognisance of £10, with one surety of £10. (861, 153, 982, 408)
news-paragraph: Messrs Abraham and Williams, Ltd., report on their Johnsonville sale as follows:—A good entry of prime sheep and bull was sold at late rates. Best bullocks £8 7s 6d to £9; light, £7 5s; equal to 21s per cwt. Hundred lbs; prime ewes, 14s 3d; good ewes, 13s 11d; plain, 10s; medium wethers, 15s. (861, 965, 982, 1058)
article-subheadline: INVERCARGILL INTERESTED. (886, 727, 957, 748)
score-total-label: Total (435, 948, 453, 959)
score-row (435, 1488, 569, 1498)
article-subheadline: AN IMPORTANT STATEMENT. (296, 932, 424, 943)
divider (322, 898, 397, 899)
article-headline: THE DAIRY INDUSTRY. (324, 903, 396, 930)
wire-credit: United Press Association—By Electric Telegraph Copyright. (162, 109, 273, 128)
scorecard-team: AUSTRALIA. (474, 800, 530, 811)
results-list (990, 536, 1110, 577)
score-entry: Ransford, lbw, b Barnes (435, 844, 518, 855)
news-paragraph: Those who may be puzzled over the selection of a wedding or birthday present are invited to visit the shop of Mr F. Dupre, jeweller, Queen street. There they will find one of the best assorted stocks of gold and silverware from which to make a selection. Mr Dupre keeps the best quality goods at moderate prices. (4, 46, 142, 138)
divider (322, 1514, 397, 1515)
scorecard-innings: First Innings. (475, 812, 529, 823)
news-paragraph: Cotter was severely punished, Macartney relieving him at 91. Seven for 90. Hirst succeeded the skipper, and was caught at long-on, after scoring a single. Eight for 103. (577, 113, 711, 165)
score-entry: Laver, b Blythe (435, 926, 489, 937)
score-entry: Armstrong, not out (435, 875, 501, 886)
news-paragraph: Mr W. F. Massey, Leader of the Opposition, will arrive in Wellington by the Main Trunk express from Auckland this afternoon. On Thursday evening he will attend the "social" given by the women's branch of the New Zealand Political Reform League. (4, 1120, 142, 1192)
article-subheadline: A DOMINION GATHERING (303, 306, 417, 317)
article-subheadline: THE MEMBER FOR LYTTELTON "THUNDER-STRUCK." (590, 1219, 698, 1250)
news-paragraph: On resuming the Sydneyite fell a victim to Blythe's first ball. Six for 66. Armstrong got 20 together, including a couple of fourers off Barnes, who was pitching short. Macartney, playing back to Barnes, was out for 5. When he was three he was nearly run out, and Armstrong being on one and together, but Lilley blundered. Seven for 87. The century was compiled in 135 minutes. (435, 557, 569, 670)
column-4 (435, 46, 569, 1555)
dateline: By Telegraph—Press Association. INVERCARGILL, July 27. (862, 772, 981, 793)
score-value: 3 (564, 1437, 569, 1448)
score-value: 3 (1105, 566, 1110, 577)
news-paragraph: The Minister of Agriculture, Hon. T. Mackenzie, attended the Farmers' Union Conference this afternoon, and made an important statement affecting the dairy industry. "In connection," he said, "with the unsatisfactory prices to which New Zealand butter has fallen in the British markets, and the necessity that exists for some active steps being taken, not only of regulating an undue percentage of moisture, but also, as it affects quality, the Government has decided upon a measure that is to be put in force, which will bring about a great improvement in our dairy produce. It is proposed to introduce a clause in the Bill to be introduced this session, giving power to the department to inspect and regulate the work of the factories. The method to be adopted will be to ascertain at the factory the quantity of water in butter, and the quantity of salt and the quantity of casein, which if the results are unsatisfactory milk in the factory will be tested. It is the wish of the Dairy Division of the Department, and to extend the functions of these officers to the farms as well as dairy factories. This will enable the department to dispense with the services of nearly all the existing dairy inspectors. It is proposed to divide the whole of the dairy factories in the Dominion into groups, and that an officer sufficiently highly qualified to command respect amongst the factory directors, managers and suppliers be appointed to each group. The duty of the officers would be—(a) to attend at the factory and give the manager such advice and instruction as may be found necessary, and while there to ascertain from him which suppliers' unsuitable milk is coming; (b) to visit these faulty suppliers and show them where the defect lies. (293, 966, 427, 1457)
score-entry: A. J. Cooper (990, 566, 1034, 577)
wire-credit: United Press Association—By Electric Telegraph Copyright. (304, 97, 416, 116)
score-value: 16 (560, 1467, 569, 1478)
column-5 (577, 46, 712, 1562)
news-paragraph: Whether resulting from a sprain or from rheumatic pains, there is nothing to equal a good old-fashioned rubbing with Chamberlain's Pain Balm. Apply it freely and rub the parts vigorously at each application, and relief is sure to follow. For sale by all chemists and storekeepers. (4, 1689, 142, 1771)
news-paragraph: Section A.—Knox A v. Carterton A, W.F.C.A. B v. Knox C, Carterton D v. Knox A, W.F.C.A. B v. Carterton A, Knox v. Carterton D, W.F.C.A. B v. Knox A, Carterton A v. Carterton D, Knox A v. Knox C, W.F.C.A. B v. Carterton D, Carterton A v. Knox C. Section B.—W.F.C.A. A v. Knox B, Carterton C v. Carterton B, Knox B v. Carterton C, W.F.C.A. A v. Carterton B, Knox B v. Carterton B, W.F.C.A. A v. Carterton C. (861, 1268, 982, 1411)
news-paragraph: M. Bleriot was banqueted at the Savoy to-night, and was presented with Captain Windham's gold cup. (293, 237, 427, 269)
scorecard-australia (435, 824, 569, 959)
